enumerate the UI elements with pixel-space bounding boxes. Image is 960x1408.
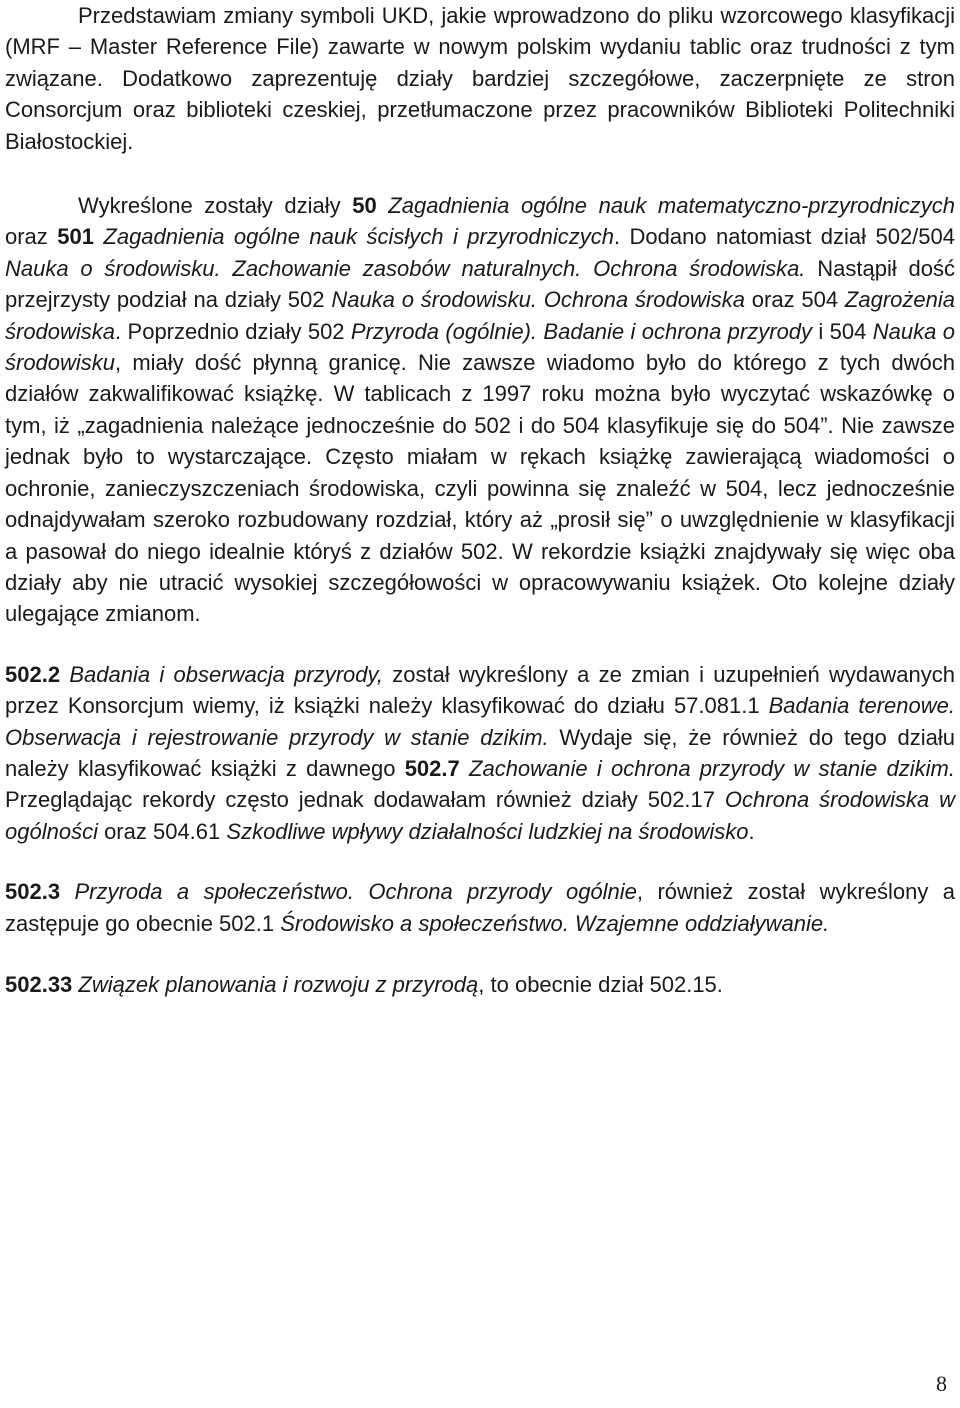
text-run: Ochrona środowiska w ogólności (5, 787, 955, 844)
text-run: Przeglądając rekordy często jednak dodawałam również działy 502.17 (5, 787, 725, 813)
text-run: . (748, 818, 755, 844)
text-run: , miały dość płynną granicę. Nie zawsze wiadomo było do którego z tych dwóch działów zakwalifikować książkę. W tablicach z 1997 roku można było wyczytać wskazówkę o tym, iż „zagadnienia należące jednocześnie do 502 i do 504 klasyfikuje się do 504”. Nie zawsze jednak było to wystarczające. Często miałam w rękach książkę zawierającą wiadomości o ochronie, zanieczyszczeniach środowiska, czyli powinna się znaleźć w 504, lecz jednocześnie odnajdywałam szeroko rozbudowany rozdział, który aż „prosił się” o uwzględnienie w klasyfikacji a pasował do niego idealnie któryś z działów 502. W rekordzie książki znajdywały się więc oba działy aby nie utracić wysokiej szczegółowości w opracowywaniu książek. Oto kolejne działy ulegające zmianom. (5, 350, 955, 627)
text-run: Zachowanie i ochrona przyrody w stanie dzikim. (469, 755, 955, 781)
text-run: i 504 (812, 318, 873, 344)
intro-paragraph (5, 0, 955, 157)
text-run: 501 (57, 224, 94, 250)
text-run: Przyroda a społeczeństwo. Ochrona przyrody ogólnie (74, 879, 637, 905)
text-run: Szkodliwe wpływy działalności ludzkiej na środowisko (226, 818, 749, 844)
text-run: . Poprzednio działy 502 (115, 318, 351, 344)
text-run: Nauka o środowisku. Ochrona środowiska (331, 287, 745, 313)
text-run: oraz (5, 224, 58, 250)
paragraph-502-3 (5, 876, 955, 939)
text-run (377, 193, 389, 218)
text-run: Związek planowania i rozwoju z przyrodą (78, 971, 479, 997)
text-run: Zagadnienia ogólne nauk matematyczno-przyrodniczych (388, 193, 955, 219)
text-run (94, 224, 103, 249)
text-run: Badania i obserwacja przyrody, (69, 661, 383, 687)
text-run: Wydaje się, że również do tego działu należy klasyfikować książki z dawnego (5, 724, 955, 781)
text-run (460, 756, 469, 781)
text-run: Zagadnienia ogólne nauk ścisłych i przyrodniczych (103, 224, 614, 250)
text-run: 502.33 (5, 971, 73, 997)
text-run: oraz 504 (744, 287, 845, 313)
text-run: Badania terenowe. Obserwacja i rejestrowanie przyrody w stanie dzikim. (5, 693, 955, 750)
text-run: Zagrożenia środowiska (5, 287, 955, 344)
text-run: Nauka o środowisku (5, 318, 955, 376)
text-run: , to obecnie dział 502.15. (478, 971, 723, 997)
text-run: oraz 504.61 (97, 818, 227, 844)
text-run: , również został wykreślony a zastępuje go obecnie 502.1 (5, 879, 955, 936)
paragraph-division-50-501 (5, 190, 955, 630)
paragraph-502-33 (5, 969, 955, 1000)
text-run: 502.2 (5, 661, 61, 687)
text-run (60, 662, 69, 687)
text-run: Przedstawiam zmiany symboli UKD, jakie wprowadzono do pliku wzorcowego klasyfikacji (MRF – Master Reference File) zawarte w nowym polskim wydaniu tablic oraz trudności z tym związane. Dodatkowo zaprezentuję działy bardziej szczegółowe, zaczerpnięte ze stron Consorcjum oraz biblioteki czeskiej, przetłumaczone przez pracowników Biblioteki Politechniki Białostockiej. (5, 3, 955, 154)
text-run: 502.7 (404, 755, 460, 781)
text-run: 50 (352, 193, 377, 219)
text-run: Nauka o środowisku. Zachowanie zasobów naturalnych. Ochrona środowiska. (5, 255, 806, 281)
paragraph-502-2 (5, 659, 955, 847)
text-run: Środowisko a społeczeństwo. Wzajemne oddziaływanie. (280, 910, 830, 936)
text-run: Wykreślone zostały działy (78, 193, 353, 219)
text-run: Nastąpił dość przejrzysty podział na działy 502 (5, 255, 955, 313)
text-run (60, 879, 74, 904)
text-run: Przyroda (ogólnie). Badanie i ochrona przyrody (350, 318, 813, 344)
text-run: . Dodano natomiast dział 502/504 (613, 224, 955, 250)
document-page (5, 0, 955, 1000)
text-run: 502.3 (5, 879, 61, 905)
text-run: został wykreślony a ze zmian i uzupełnień wydawanych przez Konsorcjum wiemy, iż książki należy klasyfikować do działu 57.081.1 (5, 661, 955, 719)
page-number: 8 (936, 1371, 947, 1396)
